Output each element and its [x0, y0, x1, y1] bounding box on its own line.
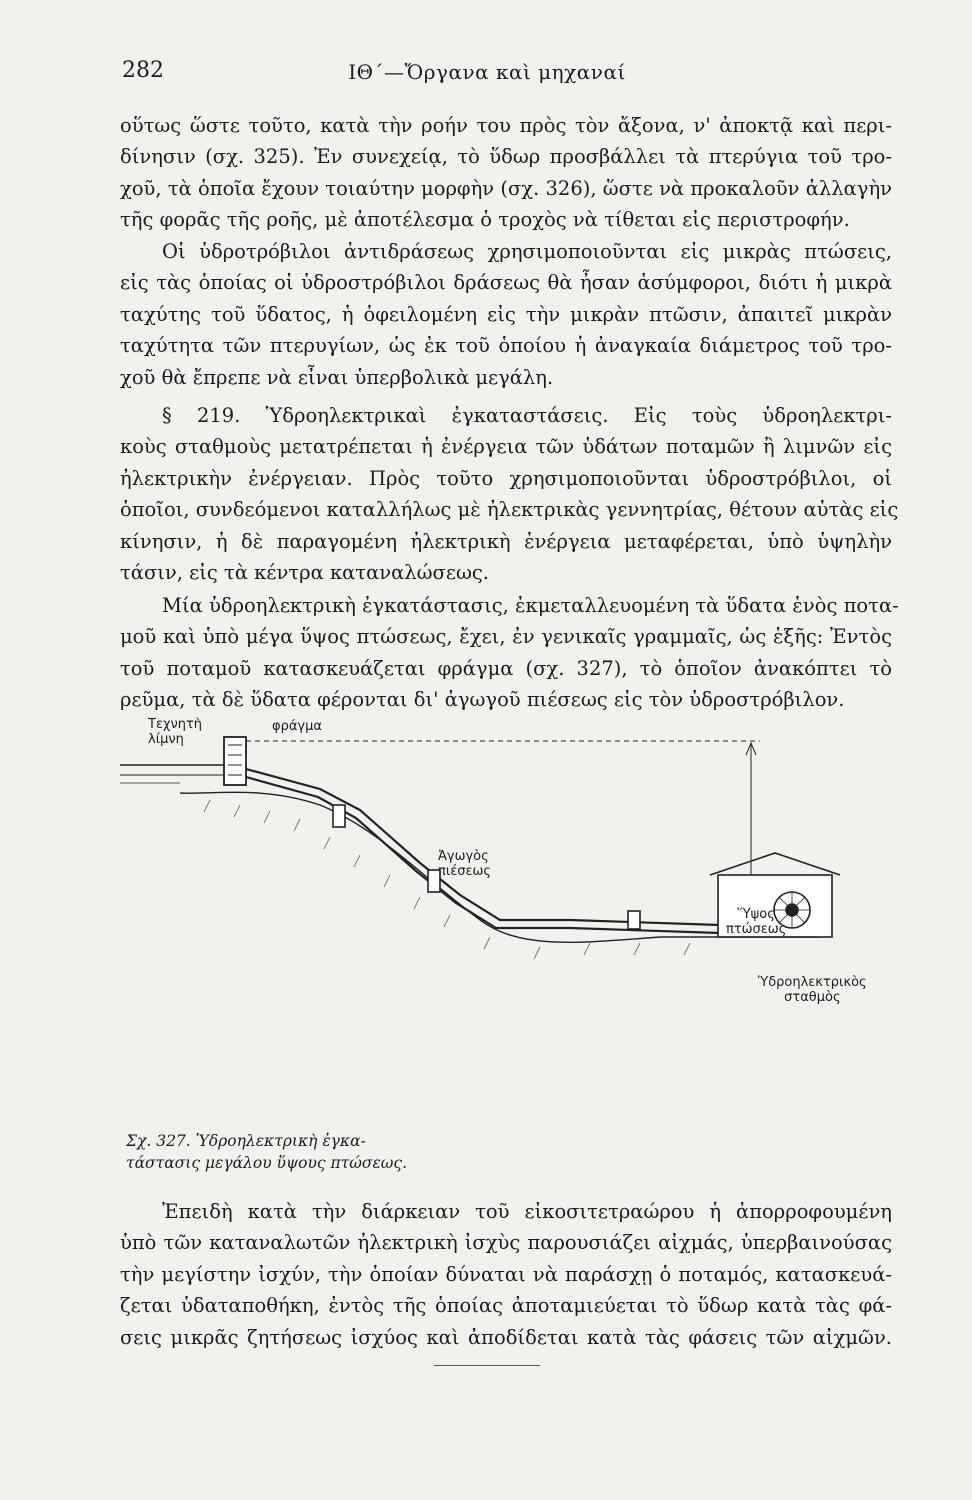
running-head: ΙΘ΄—Ὄργανα καὶ μηχαναί	[348, 60, 626, 84]
text-line: χοῦ θὰ ἔπρεπε νὰ εἶναι ὑπερβολικὰ μεγάλη.	[120, 365, 554, 389]
text-line: ταχύτης τοῦ ὕδατος, ἡ ὀφειλομένη εἰς τὴν μικρὰν πτῶσιν, ἀπαιτεῖ μικρὰν	[120, 302, 892, 326]
label-dam: φράγμα	[272, 719, 322, 734]
label-fall-height: Ὕψος πτώσεως	[726, 907, 787, 937]
station-roof	[710, 853, 840, 875]
text-line: ὑπὸ τῶν καταναλωτῶν ἠλεκτρικὴ ἰσχὺς παρουσιάζει αἰχμάς, ὑπερβαινούσας	[120, 1231, 892, 1255]
text-line: χοῦ, τὰ ὁποῖα ἔχουν τοιαύτην μορφὴν (σχ. 326), ὥστε νὰ προκαλοῦν ἀλλαγὴν	[120, 176, 892, 200]
section-heading-line: § 219. Ὑδροηλεκτρικαὶ ἐγκαταστάσεις. Εἰς τοὺς ὑδροηλεκτρι-	[162, 404, 892, 427]
text-line: ὁποῖοι, συνδεόμενοι καταλλήλως μὲ ἠλεκτρικὰς γεννητρίας, θέτουν αὐτὰς εἰς	[120, 498, 899, 522]
figure-caption: Σχ. 327. Ὑδροηλεκτρικὴ ἐγκα- τάστασις μεγάλου ὕψους πτώσεως.	[126, 1132, 408, 1172]
page-number: 282	[122, 58, 164, 83]
dam-structure	[224, 737, 246, 785]
text-line: δίνησιν (σχ. 325). Ἐν συνεχείᾳ, τὸ ὕδωρ προσβάλλει τὰ πτερύγια τοῦ τρο-	[120, 145, 892, 169]
text-line: σεις μικρᾶς ζητήσεως ἰσχύος καὶ ἀποδίδεται κατὰ τὰς φάσεις τῶν αἰχμῶν.	[120, 1325, 892, 1349]
text-line: εἰς τὰς ὁποίας οἱ ὑδροστρόβιλοι δράσεως θὰ ἦσαν ἀσύμφοροι, διότι ἡ μικρὰ	[120, 271, 892, 295]
text-line: κίνησιν, ἡ δὲ παραγομένη ἠλεκτρικὴ ἐνέργεια μεταφέρεται, ὑπὸ ὑψηλὴν	[120, 529, 892, 553]
page-header	[122, 58, 852, 88]
text-line: ταχύτητα τῶν πτερυγίων, ὡς ἐκ τοῦ ὁποίου ἡ ἀναγκαία διάμετρος τοῦ τρο-	[120, 334, 892, 358]
text-line: τὴν μεγίστην ἰσχύν, τὴν ὁποίαν δύναται νὰ παράσχῃ ὁ ποταμός, κατασκευά-	[120, 1262, 892, 1286]
text-line: τῆς φορᾶς τῆς ροῆς, μὲ ἀποτέλεσμα ὁ τροχὸς νὰ τίθεται εἰς περιστροφήν.	[120, 208, 850, 232]
label-power-station: Ὑδροηλεκτρικὸς σταθμὸς	[758, 975, 867, 1005]
paragraph-1	[120, 110, 892, 236]
penstock-upper-line	[246, 769, 720, 925]
text-line: οὕτως ὥστε τοῦτο, κατὰ τὴν ροήν του πρὸς τὸν ἄξονα, ν' ἀποκτᾷ καὶ περι-	[120, 114, 892, 137]
hydro-plant-diagram	[120, 715, 900, 985]
paragraph-5	[120, 1196, 892, 1353]
text-line: ἠλεκτρικὴν ἐνέργειαν. Πρὸς τοῦτο χρησιμοποιοῦνται ὑδροστρόβιλοι, οἱ	[120, 466, 892, 490]
text-line: ρεῦμα, τὰ δὲ ὕδατα φέρονται δι' ἀγωγοῦ πιέσεως εἰς τὸν ὑδροστρόβιλον.	[120, 688, 845, 712]
figure-327	[120, 715, 900, 1005]
terrain-hatching	[204, 800, 690, 959]
footer-divider	[434, 1365, 540, 1366]
section-219	[120, 400, 899, 588]
label-penstock: Ἀγωγὸς πιέσεως	[438, 849, 492, 879]
text-line: κοὺς σταθμοὺς μετατρέπεται ἡ ἐνέργεια τῶν ὑδάτων ποταμῶν ἢ λιμνῶν εἰς	[120, 435, 892, 459]
pipe-anchor-block	[333, 805, 345, 827]
text-line: Μία ὑδροηλεκτρικὴ ἐγκατάστασις, ἐκμεταλλευομένη τὰ ὕδατα ἑνὸς ποτα-	[162, 594, 899, 617]
text-line: τάσιν, εἰς τὰ κέντρα καταναλώσεως.	[120, 561, 489, 585]
pipe-anchor-block	[628, 911, 640, 929]
paragraph-4	[120, 590, 899, 716]
text-line: Οἱ ὑδροτρόβιλοι ἀντιδράσεως χρησιμοποιοῦνται εἰς μικρὰς πτώσεις,	[162, 240, 892, 263]
label-artificial-lake: Τεχνητὴ λίμνη	[148, 717, 203, 747]
paragraph-2	[120, 236, 892, 393]
text-line: μοῦ καὶ ὑπὸ μέγα ὕψος πτώσεως, ἔχει, ἐν γενικαῖς γραμμαῖς, ὡς ἑξῆς: Ἐντὸς	[120, 625, 892, 649]
text-line: Ἐπειδὴ κατὰ τὴν διάρκειαν τοῦ εἰκοσιτετραώρου ἡ ἀπορροφουμένη	[162, 1200, 892, 1223]
text-line: ζεται ὑδαταποθήκη, ἐντὸς τῆς ὁποίας ἀποταμιεύεται τὸ ὕδωρ κατὰ τὰς φά-	[120, 1294, 892, 1318]
text-line: τοῦ ποταμοῦ κατασκευάζεται φράγμα (σχ. 327), τὸ ὁποῖον ἀνακόπτει τὸ	[120, 656, 892, 680]
